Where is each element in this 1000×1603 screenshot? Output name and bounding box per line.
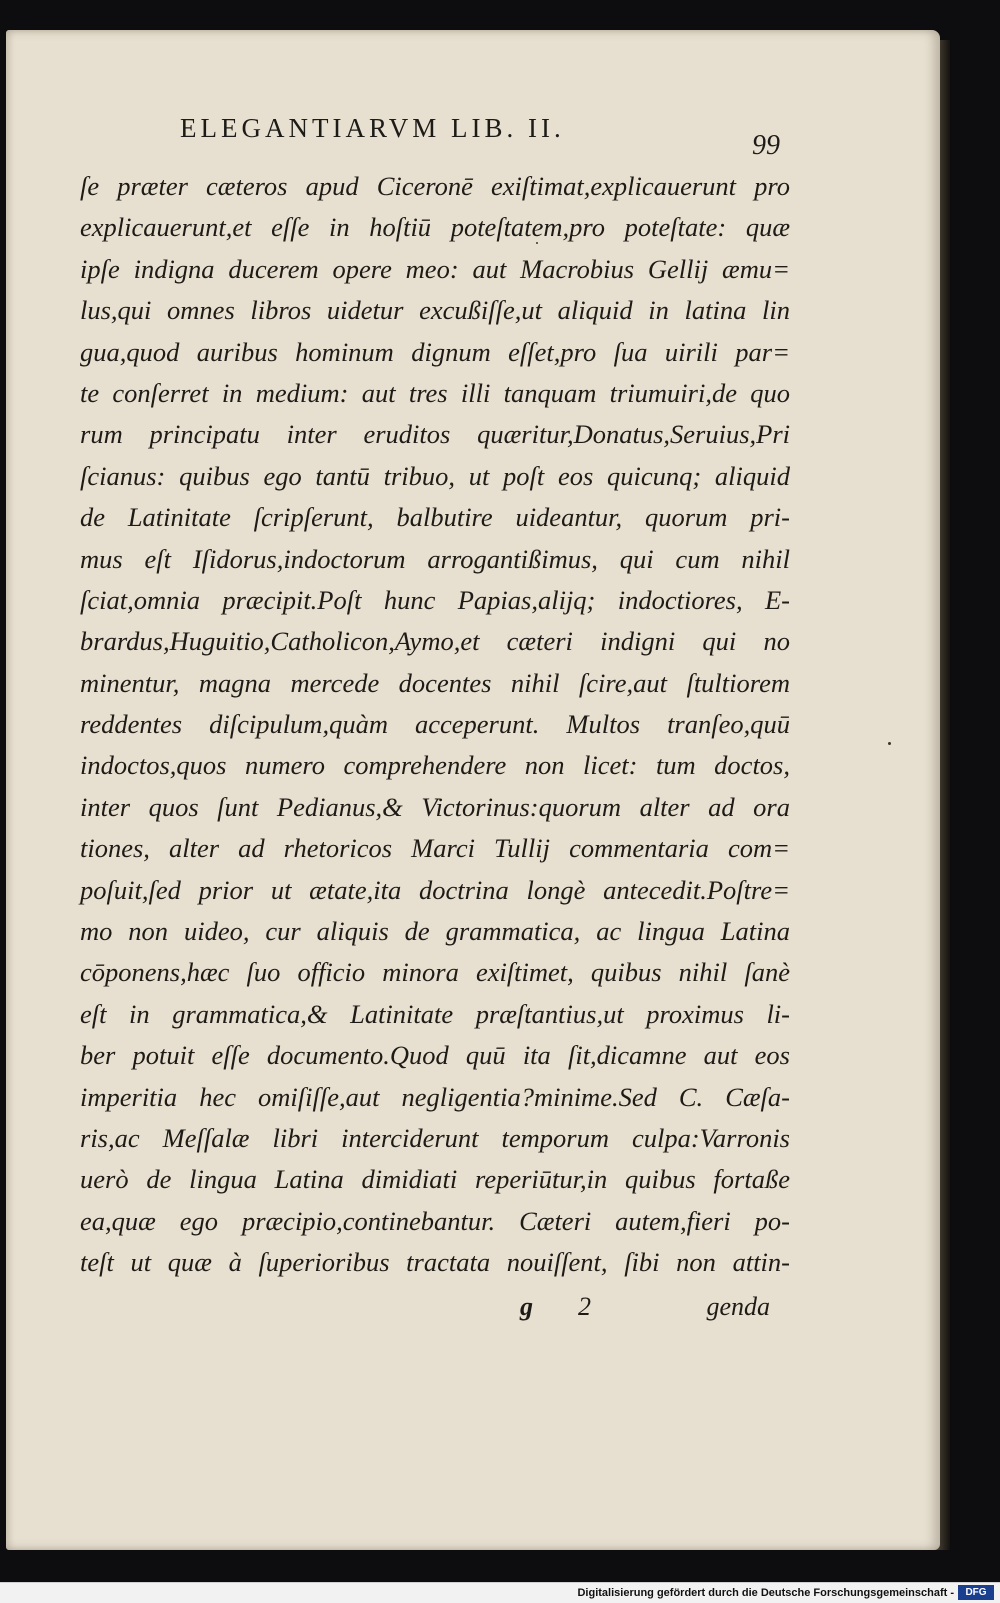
text-line: teſt ut quæ à ſuperioribus tractata nouiſſent, ſibi non attin- bbox=[80, 1247, 790, 1278]
footer-bar bbox=[0, 1582, 1000, 1603]
text-line: ſciat,omnia præcipit.Poſt hunc Papias,alijq; indoctiores, E- bbox=[80, 584, 790, 615]
catchword: genda bbox=[706, 1292, 770, 1321]
page-number: 99 bbox=[752, 130, 780, 161]
text-line: indoctos,quos numero comprehendere non licet: tum doctos, bbox=[80, 750, 790, 781]
text-line: de Latinitate ſcripſerunt, balbutire uideantur, quorum pri- bbox=[80, 502, 790, 533]
catchline bbox=[520, 1292, 770, 1332]
signature-number: 2 bbox=[578, 1292, 591, 1321]
text-line: ipſe indigna ducerem opere meo: aut Macrobius Gellij æmu= bbox=[80, 253, 790, 284]
text-line: inter quos ſunt Pedianus,& Victorinus:quorum alter ad ora bbox=[80, 791, 790, 822]
text-line: minentur, magna mercede docentes nihil ſcire,aut ſtultiorem bbox=[80, 667, 790, 698]
paper-speck bbox=[888, 742, 891, 745]
text-line: ber potuit eſſe documento.Quod quū ita ſit,dicamne aut eos bbox=[80, 1040, 790, 1071]
dfg-logo: DFG bbox=[958, 1585, 994, 1600]
body-text bbox=[80, 166, 790, 1284]
text-line: eſt in grammatica,& Latinitate præſtantius,ut proximus li- bbox=[80, 998, 790, 1029]
text-line: ris,ac Meſſalæ libri interciderunt temporum culpa:Varronis bbox=[80, 1122, 790, 1153]
text-line: brardus,Huguitio,Catholicon,Aymo,et cæteri indigni qui no bbox=[80, 626, 790, 657]
text-line: cōponens,hæc ſuo officio minora exiſtimet, quibus nihil ſanè bbox=[80, 957, 790, 988]
funding-credit: Digitalisierung gefördert durch die Deutsche Forschungsgemeinschaft - bbox=[577, 1587, 954, 1599]
text-line: uerò de lingua Latina dimidiati reperiūtur,in quibus fortaße bbox=[80, 1164, 790, 1195]
text-line: ea,quæ ego præcipio,continebantur. Cæteri autem,fieri po- bbox=[80, 1205, 790, 1236]
text-line: rum principatu inter eruditos quæritur,Donatus,Seruius,Pri bbox=[80, 419, 790, 450]
text-line: ſcianus: quibus ego tantū tribuo, ut poſt eos quicunq; aliquid bbox=[80, 460, 790, 491]
text-line: imperitia hec omiſiſſe,aut negligentia?minime.Sed C. Cæſa- bbox=[80, 1081, 790, 1112]
text-line: mus eſt Iſidorus,indoctorum arrogantißimus, qui cum nihil bbox=[80, 543, 790, 574]
text-line: gua,quod auribus hominum dignum eſſet,pro ſua uirili par= bbox=[80, 336, 790, 367]
text-line: reddentes diſcipulum,quàm acceperunt. Multos tranſeo,quū bbox=[80, 709, 790, 740]
paper-speck bbox=[536, 242, 538, 244]
text-line: te conſerret in medium: aut tres illi tanquam triumuiri,de quo bbox=[80, 377, 790, 408]
signature-mark: g bbox=[520, 1292, 533, 1321]
text-line: lus,qui omnes libros uidetur excußiſſe,ut aliquid in latina lin bbox=[80, 295, 790, 326]
text-line: mo non uideo, cur aliquis de grammatica, ac lingua Latina bbox=[80, 916, 790, 947]
text-line: explicauerunt,et eſſe in hoſtiū poteſtatem,pro poteſtate: quæ bbox=[80, 212, 790, 243]
text-line: poſuit,ſed prior ut ætate,ita doctrina longè antecedit.Poſtre= bbox=[80, 874, 790, 905]
text-line: tiones, alter ad rhetoricos Marci Tullij commentaria com= bbox=[80, 833, 790, 864]
running-head: ELEGANTIARVM LIB. II. bbox=[180, 113, 565, 143]
text-line: ſe præter cæteros apud Ciceronē exiſtimat,explicauerunt pro bbox=[80, 171, 790, 201]
